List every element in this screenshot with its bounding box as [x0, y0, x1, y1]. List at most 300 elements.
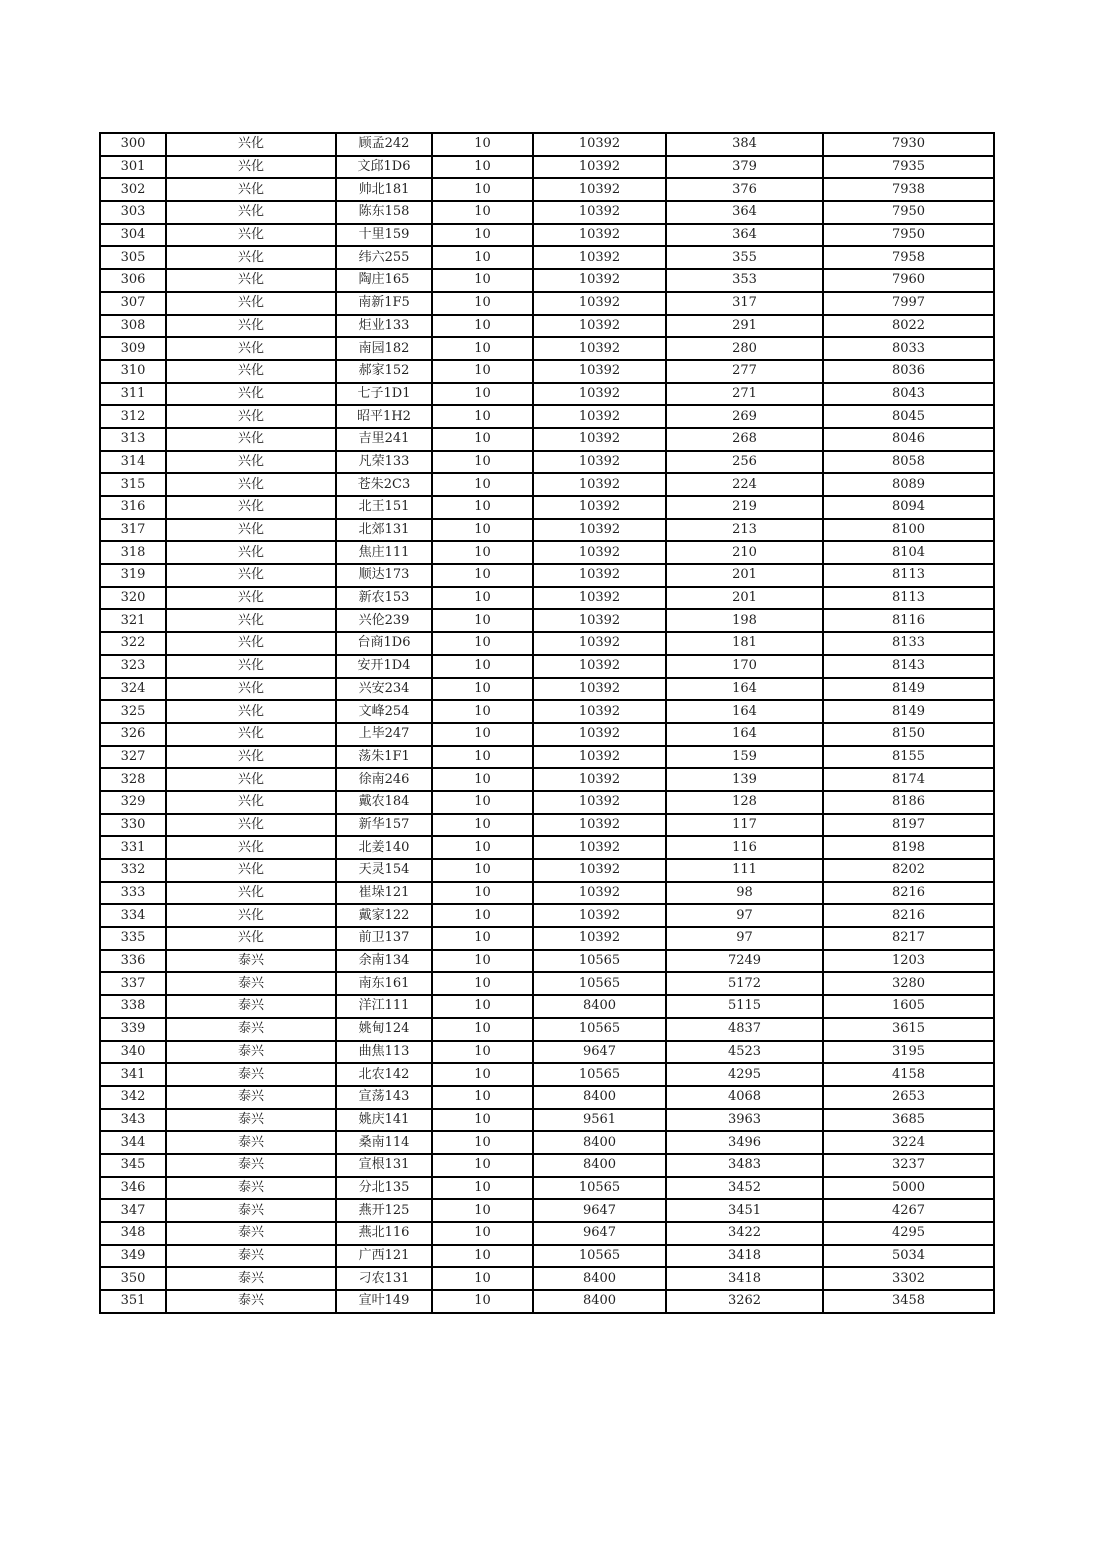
station-name-cell: 洋江111 [336, 995, 432, 1018]
capacity-cell: 10392 [533, 269, 666, 292]
table-row [100, 1199, 994, 1222]
load-cell: 4837 [666, 1018, 823, 1041]
table-row [100, 1267, 994, 1290]
remaining-cell: 8104 [823, 541, 994, 564]
remaining-cell: 8022 [823, 315, 994, 338]
load-cell: 219 [666, 496, 823, 519]
row-number-cell: 337 [100, 972, 166, 995]
city-cell: 泰兴 [166, 995, 336, 1018]
station-name-cell: 炬业133 [336, 315, 432, 338]
load-cell: 364 [666, 224, 823, 247]
capacity-cell: 10565 [533, 1063, 666, 1086]
remaining-cell: 5000 [823, 1177, 994, 1200]
row-number-cell: 336 [100, 950, 166, 973]
row-number-cell: 323 [100, 655, 166, 678]
station-name-cell: 戴农184 [336, 791, 432, 814]
voltage-cell: 10 [432, 201, 533, 224]
table-row [100, 156, 994, 179]
voltage-cell: 10 [432, 1199, 533, 1222]
capacity-cell: 10392 [533, 587, 666, 610]
remaining-cell: 7958 [823, 246, 994, 269]
table-row [100, 133, 994, 156]
capacity-cell: 10392 [533, 791, 666, 814]
row-number-cell: 342 [100, 1086, 166, 1109]
load-cell: 3451 [666, 1199, 823, 1222]
load-cell: 355 [666, 246, 823, 269]
city-cell: 兴化 [166, 882, 336, 905]
remaining-cell: 4158 [823, 1063, 994, 1086]
city-cell: 兴化 [166, 587, 336, 610]
table-row [100, 814, 994, 837]
station-name-cell: 纬六255 [336, 246, 432, 269]
city-cell: 兴化 [166, 723, 336, 746]
row-number-cell: 313 [100, 428, 166, 451]
capacity-cell: 10392 [533, 632, 666, 655]
voltage-cell: 10 [432, 1290, 533, 1313]
table-row [100, 1154, 994, 1177]
capacity-cell: 10565 [533, 1245, 666, 1268]
capacity-cell: 10392 [533, 814, 666, 837]
city-cell: 兴化 [166, 541, 336, 564]
capacity-cell: 10392 [533, 201, 666, 224]
city-cell: 兴化 [166, 678, 336, 701]
station-name-cell: 新华157 [336, 814, 432, 837]
voltage-cell: 10 [432, 746, 533, 769]
remaining-cell: 7938 [823, 178, 994, 201]
load-cell: 98 [666, 882, 823, 905]
remaining-cell: 8143 [823, 655, 994, 678]
row-number-cell: 338 [100, 995, 166, 1018]
station-name-cell: 新农153 [336, 587, 432, 610]
row-number-cell: 316 [100, 496, 166, 519]
row-number-cell: 344 [100, 1131, 166, 1154]
city-cell: 兴化 [166, 269, 336, 292]
row-number-cell: 340 [100, 1041, 166, 1064]
city-cell: 兴化 [166, 609, 336, 632]
row-number-cell: 306 [100, 269, 166, 292]
voltage-cell: 10 [432, 927, 533, 950]
row-number-cell: 325 [100, 700, 166, 723]
voltage-cell: 10 [432, 473, 533, 496]
row-number-cell: 302 [100, 178, 166, 201]
station-name-cell: 七子1D1 [336, 383, 432, 406]
row-number-cell: 347 [100, 1199, 166, 1222]
capacity-cell: 10392 [533, 156, 666, 179]
station-name-cell: 姚庆141 [336, 1109, 432, 1132]
load-cell: 159 [666, 746, 823, 769]
load-cell: 317 [666, 292, 823, 315]
row-number-cell: 326 [100, 723, 166, 746]
load-cell: 280 [666, 337, 823, 360]
load-cell: 201 [666, 564, 823, 587]
city-cell: 泰兴 [166, 1131, 336, 1154]
table-row [100, 1222, 994, 1245]
row-number-cell: 310 [100, 360, 166, 383]
station-name-cell: 崔垛121 [336, 882, 432, 905]
table-row [100, 246, 994, 269]
voltage-cell: 10 [432, 1245, 533, 1268]
remaining-cell: 1605 [823, 995, 994, 1018]
row-number-cell: 329 [100, 791, 166, 814]
capacity-cell: 8400 [533, 1154, 666, 1177]
row-number-cell: 322 [100, 632, 166, 655]
voltage-cell: 10 [432, 904, 533, 927]
station-name-cell: 宣叶149 [336, 1290, 432, 1313]
city-cell: 兴化 [166, 337, 336, 360]
city-cell: 兴化 [166, 519, 336, 542]
row-number-cell: 327 [100, 746, 166, 769]
city-cell: 兴化 [166, 791, 336, 814]
capacity-cell: 10392 [533, 927, 666, 950]
row-number-cell: 324 [100, 678, 166, 701]
station-name-cell: 北农142 [336, 1063, 432, 1086]
station-name-cell: 兴安234 [336, 678, 432, 701]
capacity-cell: 10392 [533, 655, 666, 678]
table-row [100, 1086, 994, 1109]
voltage-cell: 10 [432, 1177, 533, 1200]
voltage-cell: 10 [432, 995, 533, 1018]
station-name-cell: 南新1F5 [336, 292, 432, 315]
table-row [100, 632, 994, 655]
voltage-cell: 10 [432, 1154, 533, 1177]
station-name-cell: 燕北116 [336, 1222, 432, 1245]
remaining-cell: 3237 [823, 1154, 994, 1177]
row-number-cell: 300 [100, 133, 166, 156]
city-cell: 泰兴 [166, 1063, 336, 1086]
row-number-cell: 349 [100, 1245, 166, 1268]
table-row [100, 678, 994, 701]
voltage-cell: 10 [432, 451, 533, 474]
remaining-cell: 8217 [823, 927, 994, 950]
row-number-cell: 334 [100, 904, 166, 927]
station-name-cell: 安开1D4 [336, 655, 432, 678]
remaining-cell: 3224 [823, 1131, 994, 1154]
load-cell: 271 [666, 383, 823, 406]
table-row [100, 1041, 994, 1064]
table-row [100, 519, 994, 542]
remaining-cell: 1203 [823, 950, 994, 973]
table-row [100, 383, 994, 406]
table-row [100, 995, 994, 1018]
city-cell: 泰兴 [166, 1018, 336, 1041]
voltage-cell: 10 [432, 632, 533, 655]
city-cell: 兴化 [166, 383, 336, 406]
load-cell: 3483 [666, 1154, 823, 1177]
row-number-cell: 309 [100, 337, 166, 360]
load-cell: 164 [666, 678, 823, 701]
voltage-cell: 10 [432, 791, 533, 814]
row-number-cell: 303 [100, 201, 166, 224]
remaining-cell: 8046 [823, 428, 994, 451]
voltage-cell: 10 [432, 859, 533, 882]
table-row [100, 451, 994, 474]
table-row [100, 292, 994, 315]
station-name-cell: 天灵154 [336, 859, 432, 882]
load-cell: 224 [666, 473, 823, 496]
station-name-cell: 陶庄165 [336, 269, 432, 292]
city-cell: 兴化 [166, 904, 336, 927]
voltage-cell: 10 [432, 655, 533, 678]
remaining-cell: 8155 [823, 746, 994, 769]
city-cell: 兴化 [166, 859, 336, 882]
city-cell: 泰兴 [166, 1109, 336, 1132]
station-name-cell: 燕开125 [336, 1199, 432, 1222]
voltage-cell: 10 [432, 814, 533, 837]
table-row [100, 882, 994, 905]
row-number-cell: 330 [100, 814, 166, 837]
row-number-cell: 318 [100, 541, 166, 564]
city-cell: 泰兴 [166, 1177, 336, 1200]
city-cell: 泰兴 [166, 1041, 336, 1064]
capacity-cell: 8400 [533, 1086, 666, 1109]
station-name-cell: 兴伦239 [336, 609, 432, 632]
table-row [100, 201, 994, 224]
voltage-cell: 10 [432, 156, 533, 179]
capacity-cell: 10392 [533, 292, 666, 315]
city-cell: 泰兴 [166, 1267, 336, 1290]
table-row [100, 178, 994, 201]
station-name-cell: 戴家122 [336, 904, 432, 927]
table-row [100, 564, 994, 587]
load-cell: 170 [666, 655, 823, 678]
voltage-cell: 10 [432, 178, 533, 201]
city-cell: 泰兴 [166, 1222, 336, 1245]
city-cell: 兴化 [166, 655, 336, 678]
table-row [100, 768, 994, 791]
row-number-cell: 315 [100, 473, 166, 496]
station-name-cell: 南园182 [336, 337, 432, 360]
capacity-cell: 9647 [533, 1041, 666, 1064]
station-name-cell: 姚甸124 [336, 1018, 432, 1041]
table-row [100, 655, 994, 678]
remaining-cell: 8058 [823, 451, 994, 474]
remaining-cell: 8094 [823, 496, 994, 519]
city-cell: 泰兴 [166, 950, 336, 973]
row-number-cell: 305 [100, 246, 166, 269]
load-cell: 4523 [666, 1041, 823, 1064]
remaining-cell: 7950 [823, 201, 994, 224]
voltage-cell: 10 [432, 609, 533, 632]
remaining-cell: 3280 [823, 972, 994, 995]
row-number-cell: 321 [100, 609, 166, 632]
load-cell: 5115 [666, 995, 823, 1018]
voltage-cell: 10 [432, 519, 533, 542]
remaining-cell: 7997 [823, 292, 994, 315]
voltage-cell: 10 [432, 700, 533, 723]
load-cell: 5172 [666, 972, 823, 995]
voltage-cell: 10 [432, 836, 533, 859]
remaining-cell: 8089 [823, 473, 994, 496]
voltage-cell: 10 [432, 678, 533, 701]
station-name-cell: 十里159 [336, 224, 432, 247]
row-number-cell: 341 [100, 1063, 166, 1086]
station-name-cell: 帅北181 [336, 178, 432, 201]
load-cell: 213 [666, 519, 823, 542]
voltage-cell: 10 [432, 360, 533, 383]
row-number-cell: 301 [100, 156, 166, 179]
remaining-cell: 8216 [823, 904, 994, 927]
city-cell: 兴化 [166, 405, 336, 428]
city-cell: 兴化 [166, 246, 336, 269]
row-number-cell: 319 [100, 564, 166, 587]
table-row [100, 859, 994, 882]
row-number-cell: 328 [100, 768, 166, 791]
load-cell: 3963 [666, 1109, 823, 1132]
voltage-cell: 10 [432, 269, 533, 292]
table-row [100, 746, 994, 769]
remaining-cell: 8100 [823, 519, 994, 542]
row-number-cell: 317 [100, 519, 166, 542]
table-row [100, 1109, 994, 1132]
capacity-cell: 10392 [533, 451, 666, 474]
station-name-cell: 分北135 [336, 1177, 432, 1200]
row-number-cell: 351 [100, 1290, 166, 1313]
city-cell: 泰兴 [166, 1199, 336, 1222]
remaining-cell: 3615 [823, 1018, 994, 1041]
row-number-cell: 346 [100, 1177, 166, 1200]
table-row [100, 405, 994, 428]
capacity-cell: 10392 [533, 473, 666, 496]
remaining-cell: 8033 [823, 337, 994, 360]
table-row [100, 904, 994, 927]
capacity-cell: 10392 [533, 746, 666, 769]
city-cell: 兴化 [166, 451, 336, 474]
capacity-cell: 8400 [533, 1131, 666, 1154]
remaining-cell: 7960 [823, 269, 994, 292]
station-name-cell: 宣根131 [336, 1154, 432, 1177]
voltage-cell: 10 [432, 224, 533, 247]
station-name-cell: 荡朱1F1 [336, 746, 432, 769]
voltage-cell: 10 [432, 1018, 533, 1041]
table-row [100, 700, 994, 723]
capacity-cell: 10392 [533, 541, 666, 564]
station-name-cell: 广西121 [336, 1245, 432, 1268]
capacity-cell: 10392 [533, 768, 666, 791]
city-cell: 泰兴 [166, 1154, 336, 1177]
table-row [100, 269, 994, 292]
voltage-cell: 10 [432, 541, 533, 564]
row-number-cell: 304 [100, 224, 166, 247]
remaining-cell: 8149 [823, 678, 994, 701]
capacity-cell: 8400 [533, 1267, 666, 1290]
load-cell: 7249 [666, 950, 823, 973]
load-cell: 3452 [666, 1177, 823, 1200]
station-name-cell: 凡荣133 [336, 451, 432, 474]
city-cell: 兴化 [166, 224, 336, 247]
capacity-cell: 10565 [533, 972, 666, 995]
station-name-cell: 北王151 [336, 496, 432, 519]
capacity-cell: 9647 [533, 1199, 666, 1222]
voltage-cell: 10 [432, 405, 533, 428]
city-cell: 兴化 [166, 292, 336, 315]
remaining-cell: 8150 [823, 723, 994, 746]
row-number-cell: 312 [100, 405, 166, 428]
load-cell: 384 [666, 133, 823, 156]
voltage-cell: 10 [432, 383, 533, 406]
load-cell: 3418 [666, 1245, 823, 1268]
capacity-cell: 10392 [533, 882, 666, 905]
table-row [100, 1290, 994, 1313]
city-cell: 泰兴 [166, 1290, 336, 1313]
load-cell: 268 [666, 428, 823, 451]
city-cell: 泰兴 [166, 1245, 336, 1268]
voltage-cell: 10 [432, 1063, 533, 1086]
station-name-cell: 吉里241 [336, 428, 432, 451]
station-name-cell: 宣荡143 [336, 1086, 432, 1109]
table-row [100, 609, 994, 632]
capacity-cell: 10392 [533, 609, 666, 632]
city-cell: 兴化 [166, 700, 336, 723]
row-number-cell: 345 [100, 1154, 166, 1177]
city-cell: 兴化 [166, 564, 336, 587]
capacity-cell: 10392 [533, 723, 666, 746]
station-name-cell: 台商1D6 [336, 632, 432, 655]
remaining-cell: 4267 [823, 1199, 994, 1222]
row-number-cell: 311 [100, 383, 166, 406]
city-cell: 兴化 [166, 133, 336, 156]
remaining-cell: 8113 [823, 587, 994, 610]
station-name-cell: 桑南114 [336, 1131, 432, 1154]
city-cell: 泰兴 [166, 1086, 336, 1109]
station-name-cell: 郝家152 [336, 360, 432, 383]
voltage-cell: 10 [432, 337, 533, 360]
load-cell: 4068 [666, 1086, 823, 1109]
city-cell: 兴化 [166, 360, 336, 383]
station-name-cell: 苍朱2C3 [336, 473, 432, 496]
table-row [100, 360, 994, 383]
city-cell: 兴化 [166, 632, 336, 655]
load-cell: 139 [666, 768, 823, 791]
capacity-cell: 10392 [533, 224, 666, 247]
remaining-cell: 3302 [823, 1267, 994, 1290]
row-number-cell: 332 [100, 859, 166, 882]
row-number-cell: 339 [100, 1018, 166, 1041]
city-cell: 兴化 [166, 201, 336, 224]
load-cell: 210 [666, 541, 823, 564]
load-cell: 3262 [666, 1290, 823, 1313]
row-number-cell: 348 [100, 1222, 166, 1245]
row-number-cell: 333 [100, 882, 166, 905]
table-row [100, 1177, 994, 1200]
load-cell: 164 [666, 723, 823, 746]
table-row [100, 1018, 994, 1041]
voltage-cell: 10 [432, 315, 533, 338]
voltage-cell: 10 [432, 723, 533, 746]
voltage-cell: 10 [432, 1222, 533, 1245]
row-number-cell: 320 [100, 587, 166, 610]
remaining-cell: 2653 [823, 1086, 994, 1109]
voltage-cell: 10 [432, 950, 533, 973]
city-cell: 兴化 [166, 814, 336, 837]
remaining-cell: 5034 [823, 1245, 994, 1268]
table-row [100, 972, 994, 995]
station-name-cell: 徐南246 [336, 768, 432, 791]
remaining-cell: 8133 [823, 632, 994, 655]
table-row [100, 791, 994, 814]
capacity-cell: 8400 [533, 995, 666, 1018]
remaining-cell: 7935 [823, 156, 994, 179]
load-cell: 97 [666, 904, 823, 927]
table-row [100, 1131, 994, 1154]
capacity-cell: 10392 [533, 700, 666, 723]
load-cell: 198 [666, 609, 823, 632]
remaining-cell: 8116 [823, 609, 994, 632]
load-cell: 164 [666, 700, 823, 723]
load-cell: 117 [666, 814, 823, 837]
station-name-cell: 昭平1H2 [336, 405, 432, 428]
capacity-cell: 10392 [533, 337, 666, 360]
remaining-cell: 8113 [823, 564, 994, 587]
